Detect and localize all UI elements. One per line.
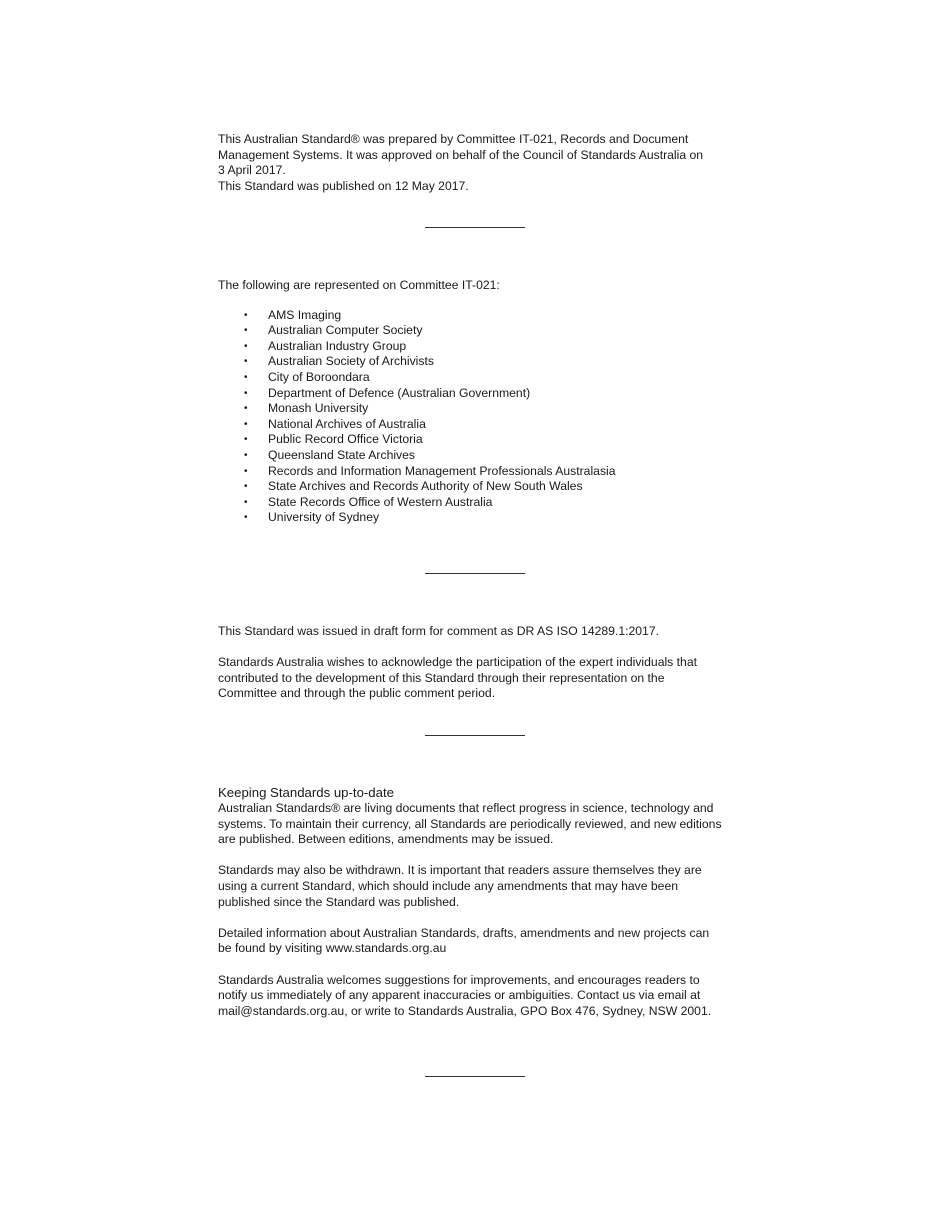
section-divider-2 — [425, 573, 525, 574]
committee-member-item — [218, 308, 738, 324]
committee-member-item — [218, 323, 738, 339]
committee-member-item — [218, 432, 738, 448]
draft-section — [218, 624, 738, 702]
committee-member-name: Australian Society of Archivists — [268, 354, 434, 369]
acknowledgement-line-3: Committee and through the public comment period. — [218, 686, 496, 701]
bullet-icon: • — [244, 387, 248, 399]
living-documents-line-1: Australian Standards® are living documents that reflect progress in science, technology and — [218, 801, 714, 815]
committee-member-item — [218, 464, 738, 480]
committee-member-name: City of Boroondara — [268, 369, 370, 384]
section-divider-4 — [425, 1076, 525, 1077]
living-documents-line-2: systems. To maintain their currency, all Standards are periodically reviewed, and new editions — [218, 816, 722, 831]
committee-member-name: Australian Computer Society — [268, 323, 423, 338]
committee-member-name: Public Record Office Victoria — [268, 432, 423, 447]
committee-member-item — [218, 510, 738, 526]
bullet-icon: • — [244, 340, 248, 352]
committee-member-name: Monash University — [268, 401, 369, 416]
committee-member-item — [218, 479, 738, 495]
detailed-info-line-1: Detailed information about Australian Standards, drafts, amendments and new projects can — [218, 925, 710, 940]
prep-line-3: 3 April 2017. — [218, 163, 286, 178]
committee-member-item — [218, 354, 738, 370]
committee-intro: The following are represented on Committee IT-021: — [218, 278, 500, 292]
withdrawn-line-1: Standards may also be withdrawn. It is important that readers assure themselves they are — [218, 863, 702, 878]
committee-member-name: State Records Office of Western Australia — [268, 494, 493, 509]
detailed-info-line-2 — [218, 941, 738, 957]
committee-member-name: University of Sydney — [268, 510, 380, 525]
withdrawn-line-2: using a current Standard, which should include any amendments that may have been — [218, 878, 679, 893]
website-link[interactable]: www.standards.org.au — [325, 941, 447, 956]
acknowledgement-line-1: Standards Australia wishes to acknowledge the participation of the expert individuals that — [218, 655, 697, 670]
preparation-statement — [218, 132, 738, 194]
committee-member-name: Department of Defence (Australian Government) — [268, 385, 531, 400]
committee-member-name: Australian Industry Group — [268, 338, 407, 353]
section-divider-3 — [425, 735, 525, 736]
prep-line-2: Management Systems. It was approved on behalf of the Council of Standards Australia on — [218, 147, 704, 162]
publication-date-line: This Standard was published on 12 May 2017. — [218, 178, 469, 193]
committee-member-item — [218, 339, 738, 355]
committee-member-name: AMS Imaging — [268, 307, 342, 322]
committee-member-name: Queensland State Archives — [268, 447, 416, 462]
bullet-icon: • — [244, 512, 248, 524]
committee-member-name: Records and Information Management Professionals Australasia — [268, 463, 616, 478]
section-divider-1 — [425, 227, 525, 228]
committee-member-item — [218, 386, 738, 402]
keeping-up-to-date-section — [218, 785, 738, 1019]
bullet-icon: • — [244, 403, 248, 415]
detailed-info-prefix: be found by visiting — [218, 941, 326, 956]
bullet-icon: • — [244, 309, 248, 321]
living-documents-line-3: are published. Between editions, amendments may be issued. — [218, 832, 554, 847]
committee-member-item — [218, 417, 738, 433]
bullet-icon: • — [244, 418, 248, 430]
prep-line-1: This Australian Standard® was prepared by Committee IT-021, Records and Document — [218, 132, 689, 146]
committee-member-name: State Archives and Records Authority of New South Wales — [268, 479, 583, 494]
committee-member-item — [218, 448, 738, 464]
bullet-icon: • — [244, 465, 248, 477]
bullet-icon: • — [244, 356, 248, 368]
committee-section — [218, 278, 738, 526]
suggestions-line-2: notify us immediately of any apparent inaccuracies or ambiguities. Contact us via email at — [218, 988, 701, 1003]
committee-member-item — [218, 401, 738, 417]
email-link[interactable]: mail@standards.org.au — [218, 1003, 345, 1018]
committee-member-item — [218, 370, 738, 386]
committee-member-item — [218, 495, 738, 511]
postal-address-text: , or write to Standards Australia, GPO Box 476, Sydney, NSW 2001. — [344, 1003, 712, 1018]
bullet-icon: • — [244, 449, 248, 461]
withdrawn-line-3: published since the Standard was published. — [218, 894, 460, 909]
draft-statement: This Standard was issued in draft form for comment as DR AS ISO 14289.1:2017. — [218, 624, 659, 638]
bullet-icon: • — [244, 496, 248, 508]
bullet-icon: • — [244, 325, 248, 337]
acknowledgement-line-2: contributed to the development of this Standard through their representation on the — [218, 670, 665, 685]
bullet-icon: • — [244, 434, 248, 446]
committee-member-name: National Archives of Australia — [268, 416, 426, 431]
committee-member-list — [218, 308, 738, 526]
suggestions-line-1: Standards Australia welcomes suggestions for improvements, and encourages readers to — [218, 972, 700, 987]
document-page — [218, 0, 738, 1230]
suggestions-line-3 — [218, 1004, 738, 1020]
bullet-icon: • — [244, 371, 248, 383]
section-heading: Keeping Standards up-to-date — [218, 785, 394, 800]
bullet-icon: • — [244, 481, 248, 493]
